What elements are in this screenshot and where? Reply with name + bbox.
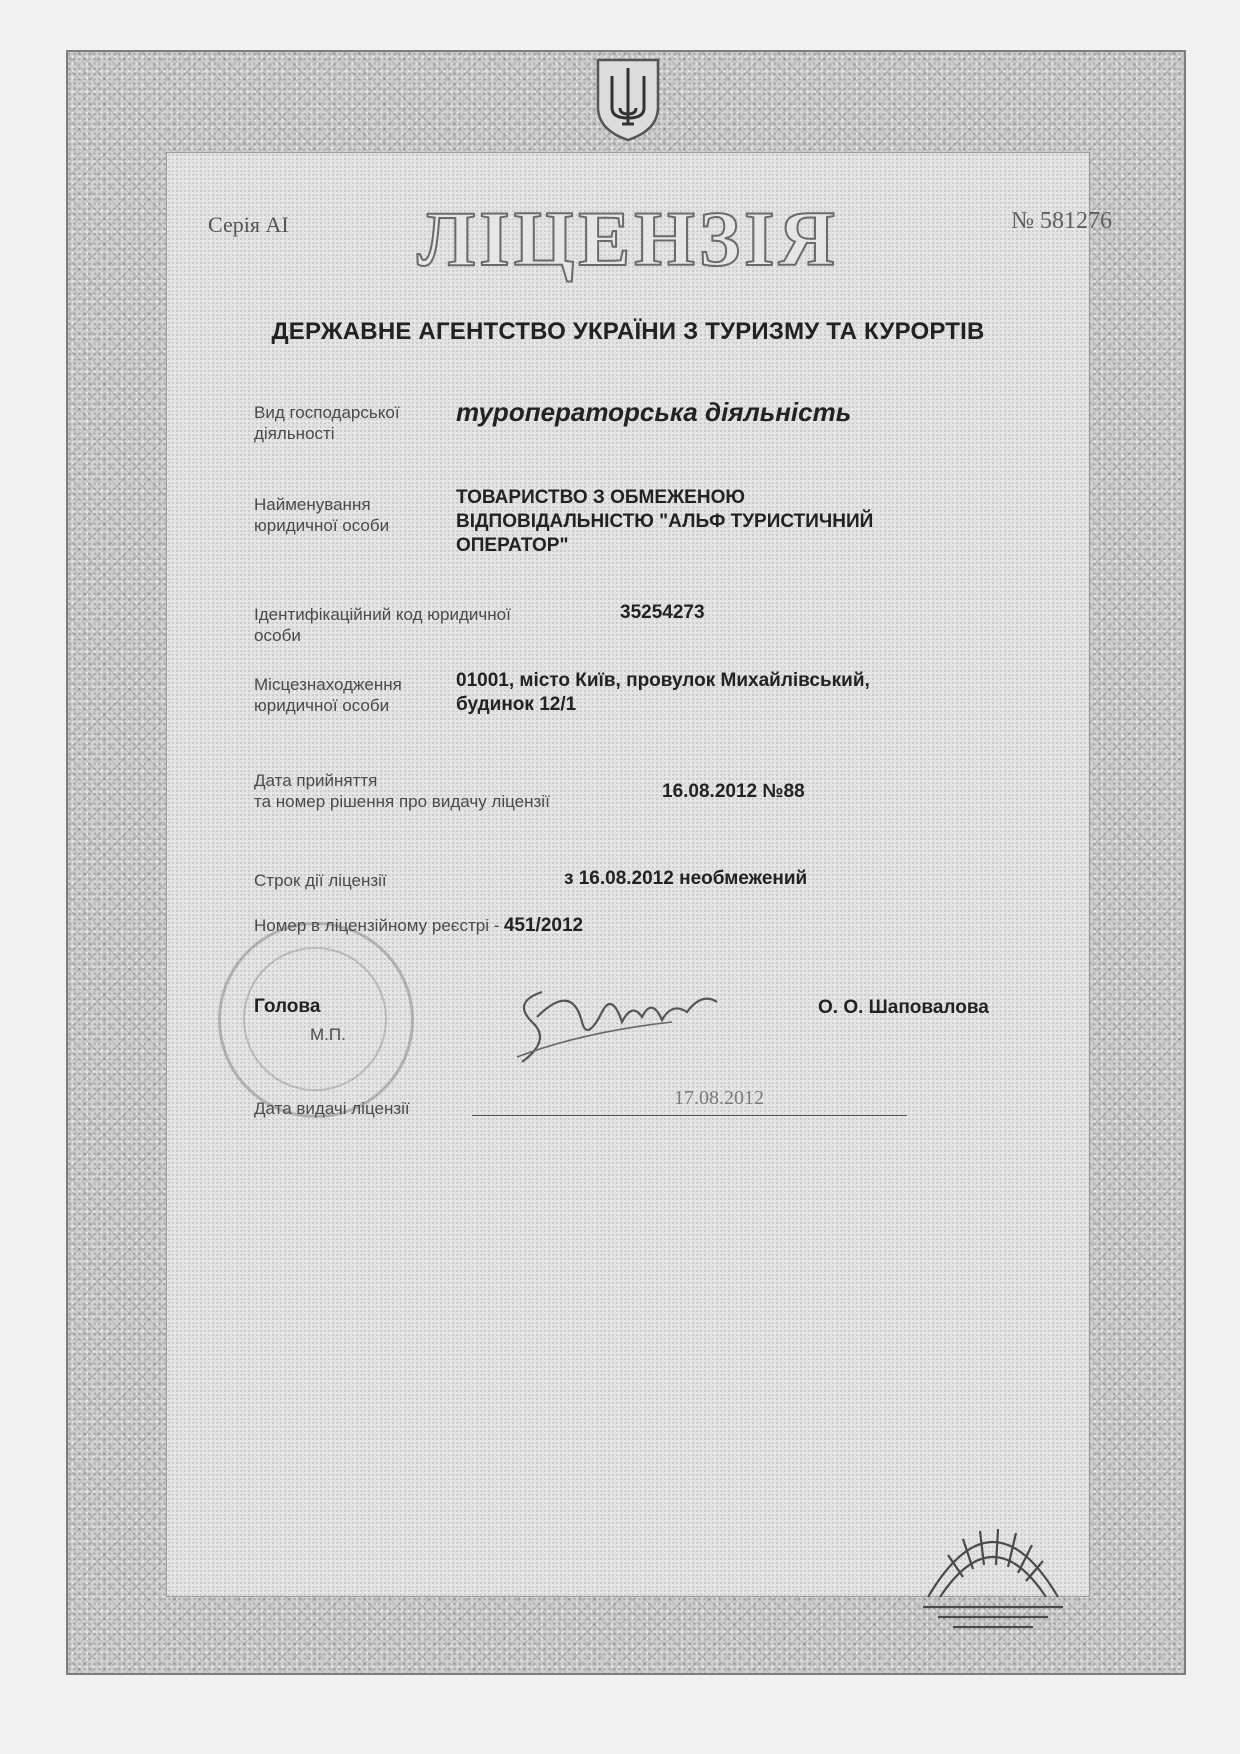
decision-value: 16.08.2012 №88 (662, 781, 805, 802)
location-value: 01001, місто Київ, провулок Михайлівський, будинок 12/1 (456, 670, 870, 715)
certificate-border (66, 50, 1186, 1675)
series-label: Серія АІ (208, 212, 289, 237)
activity-label: Вид господарської діяльності (254, 403, 400, 443)
sun-emblem-icon (918, 1507, 1068, 1637)
certificate-number: № 581276 (1011, 208, 1112, 234)
certificate-title: ЛІЦЕНЗІЯ (417, 195, 839, 282)
validity-label: Строк дії ліцензії (254, 871, 387, 890)
registry-value: 451/2012 (503, 915, 584, 936)
official-seal-stamp (218, 922, 414, 1118)
seal-mark: М.П. (310, 1025, 346, 1044)
trident-emblem-icon (588, 52, 668, 142)
issue-date-line (472, 1115, 907, 1116)
issue-date-label: Дата видачі ліцензії (254, 1099, 410, 1118)
activity-value: туроператорська діяльність (456, 397, 852, 427)
id-code-label: Ідентифікаційний код юридичної особи (254, 605, 511, 645)
registry-label: Номер в ліцензійному реєстрі - (254, 916, 500, 935)
location-label: Місцезнаходження юридичної особи (254, 675, 402, 715)
issue-date-value: 17.08.2012 (674, 1087, 764, 1109)
id-code-value: 35254273 (620, 602, 705, 623)
signatory-name: О. О. Шаповалова (818, 997, 989, 1018)
decision-label: Дата прийняття та номер рішення про видачу ліцензії (254, 771, 550, 811)
issuing-agency: ДЕРЖАВНЕ АГЕНТСТВО УКРАЇНИ З ТУРИЗМУ ТА КУРОРТІВ (271, 318, 985, 345)
handwritten-signature (502, 962, 732, 1072)
signatory-role: Голова (254, 996, 321, 1017)
entity-name-label: Найменування юридичної особи (254, 495, 390, 535)
entity-name-value: ТОВАРИСТВО З ОБМЕЖЕНОЮ ВІДПОВІДАЛЬНІСТЮ "АЛЬФ ТУРИСТИЧНИЙ ОПЕРАТОР" (456, 487, 874, 556)
validity-value: з 16.08.2012 необмежений (564, 868, 808, 889)
